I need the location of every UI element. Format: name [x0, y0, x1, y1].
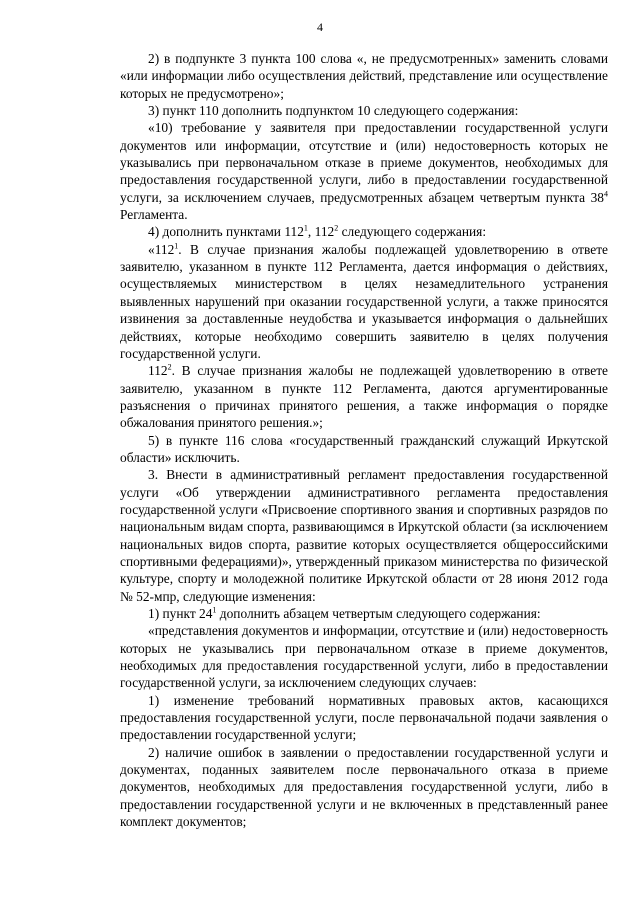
subpoint-10-text: «10) требование у заявителя при предоставлении государственной услуги документов или информации, отсутствие и (или) недостоверность которых не указывались при первоначальном отказе в приеме документов, необходимых для предоставления государственной услуги, либо в предоставлении государственной услуги, за исключением случаев, предусмотренных абзацем четвертым пункта 38 — [120, 120, 608, 205]
point-112-1-number: «112 — [148, 241, 175, 257]
item-4-text: 4) дополнить пунктами 112 — [148, 224, 304, 240]
superscript-1: 1 — [212, 605, 217, 615]
point-24-1-text: 1) пункт 24 — [148, 606, 213, 621]
paragraph-point-24-1 — [120, 605, 608, 622]
superscript-4: 4 — [604, 189, 608, 199]
paragraph-item-5-point-116: 5) в пункте 116 слова «государственный гражданский служащий Иркутской области» исключить. — [120, 432, 608, 465]
point-112-2-number: 112 — [148, 363, 168, 379]
superscript-1: 1 — [303, 223, 308, 233]
paragraph-quote-representation: «представления документов и информации, отсутствие и (или) недостоверность которых не указывались при первоначальном отказе в приеме документов, необходимых для предоставления государственной услуги, либо в предоставлении государственной услуги, за исключением следующих случаев: — [120, 623, 608, 691]
superscript-2: 2 — [167, 362, 172, 372]
document-body — [120, 50, 608, 830]
paragraph-point-112-2 — [120, 362, 608, 431]
item-4-separator: , 112 — [307, 224, 335, 240]
paragraph-item-3-point-110: 3) пункт 110 дополнить подпунктом 10 следующего содержания: — [148, 103, 519, 119]
point-112-1-text: . В случае признания жалобы подлежащей удовлетворению в ответе заявителю, указанном в пункте 112 Регламента, дается информация о действиях, осуществляемых министерством в целях незамедлительного устранения выявленных нарушений при оказании государственной услуги, а также приносятся извинения за доставленные неудобства и указывается информация о дальнейших действиях, которые необходимо совершить заявителю в целях получения государственной услуги. — [120, 241, 608, 361]
point-24-1-tail: дополнить абзацем четвертым следующего содержания: — [216, 606, 541, 621]
paragraph-item-4 — [120, 223, 608, 240]
paragraph-case-2: 2) наличие ошибок в заявлении о предоставлении государственной услуги и документах, поданных заявителем после первоначального отказа в приеме документов, необходимых для предоставления государственной услуги, либо в предоставлении государственной услуги и не включенных в представленный ранее комплект документов; — [120, 744, 608, 830]
item-4-tail: следующего содержания: — [338, 224, 487, 240]
page-number: 4 — [317, 20, 323, 34]
point-112-2-text: . В случае признания жалобы не подлежащей удовлетворению в ответе заявителю, указанном в пункте 112 Регламента, даются аргументированные разъяснения о причинах принятого решения, а также информация о порядке обжалования принятого решения.»; — [120, 363, 608, 431]
paragraph-point-112-1 — [120, 241, 608, 362]
paragraph-subpoint-10 — [120, 119, 608, 223]
superscript-1: 1 — [174, 241, 179, 251]
paragraph-case-1: 1) изменение требований нормативных правовых актов, касающихся предоставления государственной услуги, после первоначальной подачи заявления о предоставлении государственной услуги; — [120, 692, 608, 743]
superscript-2: 2 — [334, 223, 339, 233]
paragraph-section-3: 3. Внести в административный регламент предоставления государственной услуги «Об утверждении административного регламента предоставления государственной услуги «Присвоение спортивного звания и спортивных разрядов по национальным видам спорта, развивающимся в Иркутской области (за исключением национальных видов спорта, развитие которых осуществляется общероссийскими спортивными федерациями)», утвержденный приказом министерства по физической культуре, спорту и молодежной политике Иркутской области от 28 июня 2012 года № 52-мпр, следующие изменения: — [120, 467, 608, 604]
subpoint-10-tail: Регламента. — [120, 207, 188, 223]
paragraph-item-2-point-100: 2) в подпункте 3 пункта 100 слова «, не предусмотренных» заменить словами «или информации либо осуществления действий, представление или осуществление которых не предусмотрено»; — [120, 51, 608, 101]
